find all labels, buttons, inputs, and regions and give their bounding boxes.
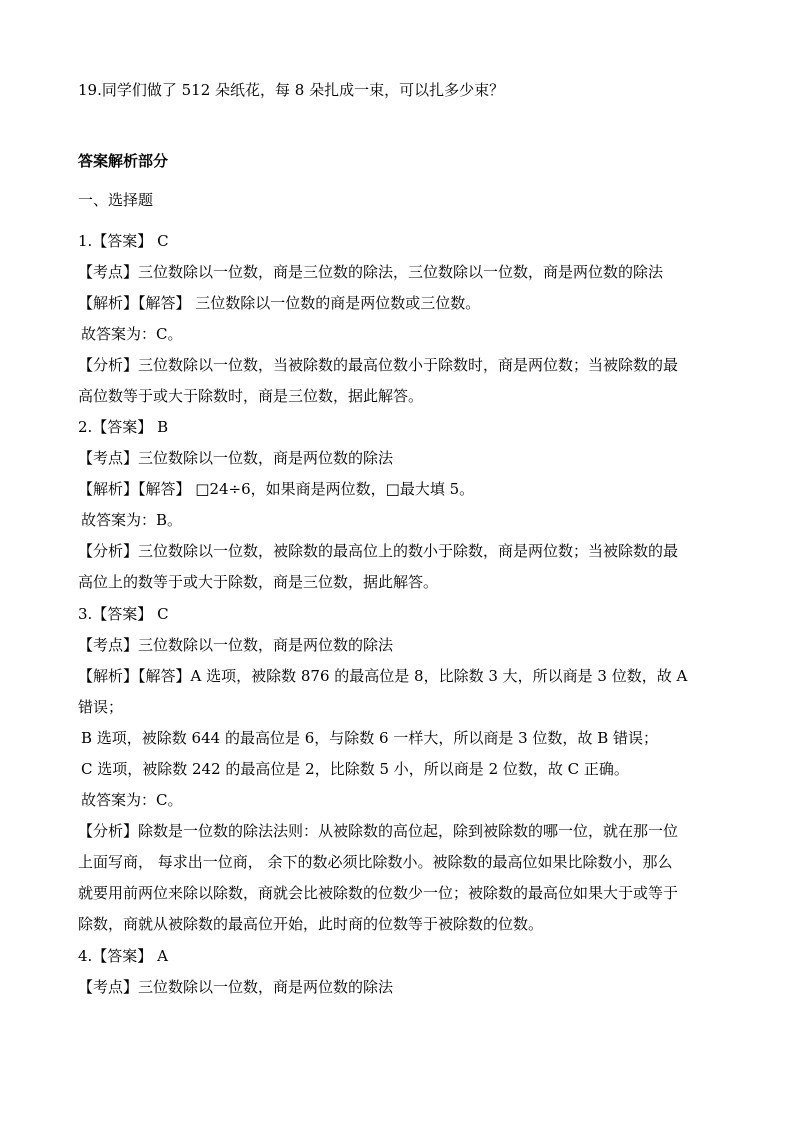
answer-3-fenxi-line-2: 上面写商， 每求出一位商， 余下的数必须比除数小。被除数的最高位如果比除数小，那么 — [78, 853, 673, 871]
answer-2-label: 2.【答案】 B — [78, 418, 169, 436]
answer-4-label: 4.【答案】 A — [78, 947, 168, 965]
answer-3-option-c: C 选项，被除数 242 的最高位是 2，比除数 5 小，所以商是 2 位数，故 C 正确。 — [81, 760, 629, 778]
answer-3-label: 3.【答案】 C — [78, 605, 169, 623]
answer-1-conclusion: 故答案为：C。 — [81, 325, 183, 343]
answer-3-fenxi-line-3: 就要用前两位来除以除数，商就会比被除数的位数少一位；被除数的最高位如果大于或等于 — [78, 884, 679, 902]
answer-4-kaodian: 【考点】三位数除以一位数，商是两位数的除法 — [78, 978, 394, 996]
answer-3-fenxi-line-4: 除数，商就从被除数的最高位开始，此时商的位数等于被除数的位数。 — [78, 915, 544, 933]
answer-2-fenxi-line-1: 【分析】三位数除以一位数，被除数的最高位上的数小于除数，商是两位数；当被除数的最 — [78, 542, 679, 560]
answer-3-conclusion: 故答案为：C。 — [81, 791, 183, 809]
section-title: 答案解析部分 — [78, 152, 169, 170]
answer-1-label: 1.【答案】 C — [78, 232, 169, 250]
answer-3-jiexi-line-2: 错误； — [78, 698, 124, 716]
answer-3-option-b: B 选项，被除数 644 的最高位是 6，与除数 6 一样大，所以商是 3 位数，故 B 错误； — [81, 729, 658, 747]
answer-3-kaodian: 【考点】三位数除以一位数，商是两位数的除法 — [78, 636, 394, 654]
answer-1-kaodian: 【考点】三位数除以一位数，商是三位数的除法，三位数除以一位数，商是两位数的除法 — [78, 263, 664, 281]
answer-2-fenxi-line-2: 高位上的数等于或大于除数，商是三位数，据此解答。 — [78, 573, 439, 591]
answer-1-fenxi-line-1: 【分析】三位数除以一位数，当被除数的最高位数小于除数时，商是两位数；当被除数的最 — [78, 356, 679, 374]
question-19: 19.同学们做了 512 朵纸花，每 8 朵扎成一束，可以扎多少束？ — [78, 81, 505, 99]
answer-1-fenxi-line-2: 高位数等于或大于除数时，商是三位数，据此解答。 — [78, 387, 424, 405]
answer-3-jiexi-line-1: 【解析】【解答】A 选项，被除数 876 的最高位是 8，比除数 3 大，所以商是 3 位数，故 A — [78, 667, 688, 685]
answer-2-kaodian: 【考点】三位数除以一位数，商是两位数的除法 — [78, 449, 394, 467]
answer-3-fenxi-line-1: 【分析】除数是一位数的除法法则：从被除数的高位起，除到被除数的哪一位，就在那一位 — [78, 822, 679, 840]
subsection-title: 一、选择题 — [78, 191, 154, 209]
answer-1-jiexi: 【解析】【解答】 三位数除以一位数的商是两位数或三位数。 — [78, 294, 481, 312]
answer-2-jiexi: 【解析】【解答】 □24÷6，如果商是两位数，□最大填 5。 — [78, 480, 475, 498]
answer-2-conclusion: 故答案为：B。 — [81, 511, 183, 529]
